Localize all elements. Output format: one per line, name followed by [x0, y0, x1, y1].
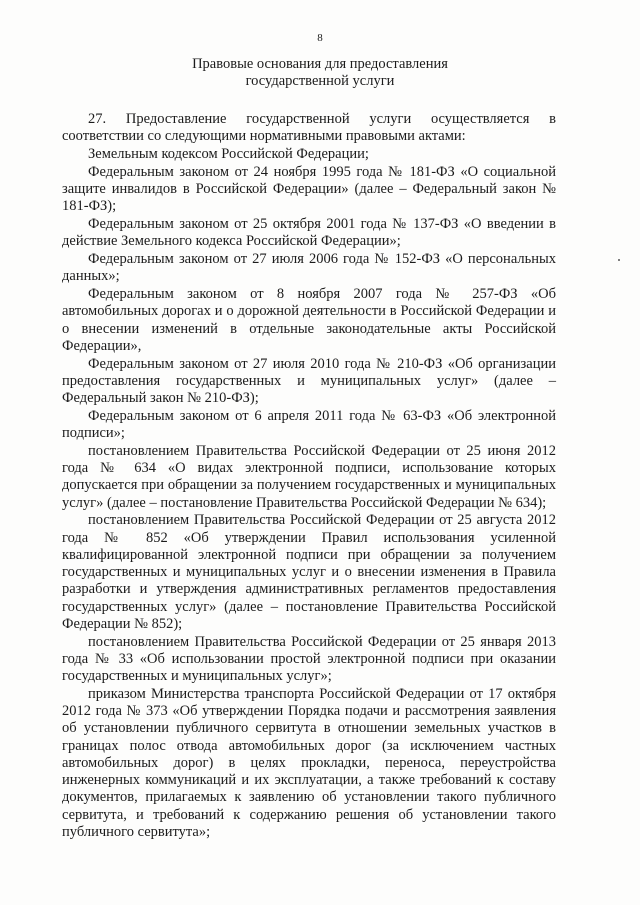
paragraph-law-210: Федеральным законом от 27 июля 2010 года № 210-ФЗ «Об организации предоставления государственных и муниципальных услуг» (далее – Федеральный закон № 210-ФЗ); [62, 355, 556, 406]
paragraph-decree-634: постановлением Правительства Российской Федерации от 25 июня 2012 года № 634 «О видах электронной подписи, использование которых допускается при обращении за получением государственных и муниципальных услуг» (далее – постановление Правительства Российской Федерации № 634); [62, 442, 556, 511]
scan-speck [618, 259, 620, 261]
paragraph-law-137: Федеральным законом от 25 октября 2001 года № 137-ФЗ «О введении в действие Земельного кодекса Российской Федерации»; [62, 216, 556, 250]
section-heading-line-2: государственной услуги [245, 73, 395, 89]
section-heading-line-1: Правовые основания для предоставления [192, 56, 448, 72]
page-number: 8 [317, 32, 323, 44]
section-heading [60, 56, 580, 90]
paragraph-law-152: Федеральным законом от 27 июля 2006 года № 152-ФЗ «О персональных данных»; [62, 251, 556, 285]
body-text [62, 111, 556, 842]
paragraph-law-257: Федеральным законом от 8 ноября 2007 года № 257-ФЗ «Об автомобильных дорогах и о дорожной деятельности в Российской Федерации и о внесении изменений в отдельные законодательные акты Российской Федерации», [62, 286, 556, 354]
paragraph-order-373: приказом Министерства транспорта Российской Федерации от 17 октября 2012 года № 373 «Об утверждении Порядка подачи и рассмотрения заявления об установлении публичного сервитута в отношении земельных участков в границах полос отвода автомобильных дорог (за исключением частных автомобильных дорог) в целях прокладки, переноса, переустройства инженерных коммуникаций и их эксплуатации, а также требований к составу документов, прилагаемых к заявлению об установлении такого публичного сервитута, и требований к содержанию решения об установлении такого публичного сервитута»; [62, 685, 556, 840]
paragraph-intro: 27. Предоставление государственной услуги осуществляется в соответствии со следующими нормативными правовыми актами: [62, 111, 556, 145]
paragraph-land-code: Земельным кодексом Российской Федерации; [88, 146, 369, 162]
paragraph-law-63: Федеральным законом от 6 апреля 2011 года № 63-ФЗ «Об электронной подписи»; [62, 407, 556, 441]
paragraph-law-181: Федеральным законом от 24 ноября 1995 года № 181-ФЗ «О социальной защите инвалидов в Российской Федерации» (далее – Федеральный закон № 181-ФЗ); [62, 163, 556, 215]
paragraph-decree-852: постановлением Правительства Российской Федерации от 25 августа 2012 года № 852 «Об утверждении Правил использования усиленной квалифицированной электронной подписи при обращении за получением государственных и муниципальных услуг и о внесении изменения в Правила разработки и утверждения административных регламентов предоставления государственных услуг» (далее – постановление Правительства Российской Федерации № 852); [62, 512, 556, 632]
paragraph-decree-33: постановлением Правительства Российской Федерации от 25 января 2013 года № 33 «Об использовании простой электронной подписи при оказании государственных и муниципальных услуг»; [62, 633, 556, 684]
